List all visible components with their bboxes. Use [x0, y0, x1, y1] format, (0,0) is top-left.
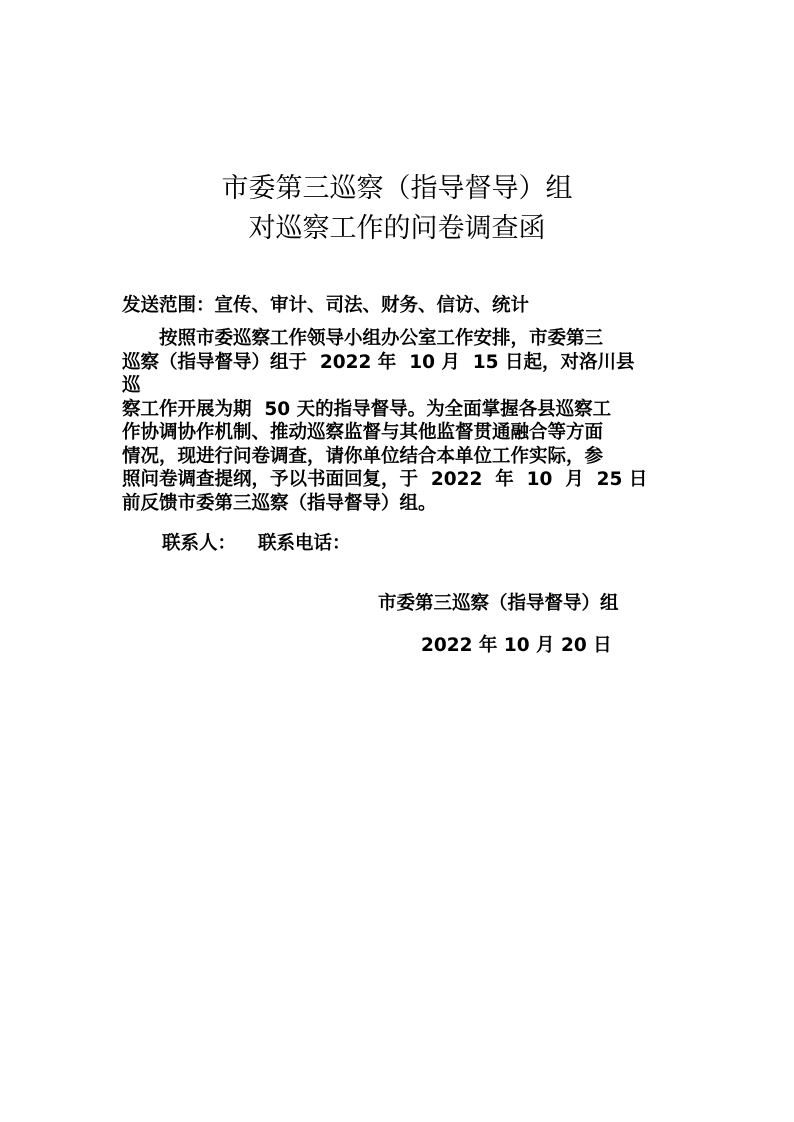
paragraph-line-text: 情况，现进行问卷调查，请你单位结合本单位工作实际，参: [122, 445, 604, 467]
paragraph-line-text: 按照市委巡察工作领导小组办公室工作安排，市委第三: [122, 328, 604, 349]
paragraph-line-2: [122, 351, 682, 375]
paragraph-line-text: 巡: [122, 375, 141, 396]
paragraph-line-text: 察工作开展为期 50 天的指导督导。为全面掌握各县巡察工: [122, 398, 612, 420]
paragraph-line-text: 照问卷调查提纲，予以书面回复，于 2022 年 10 月 25 日: [122, 469, 648, 490]
paragraph-line-5: [122, 421, 682, 445]
paragraph-line-text: 作协调协作机制、推动巡察监督与其他监督贯通融合等方面: [122, 422, 604, 443]
body-paragraph: [122, 327, 682, 515]
paragraph-line-text: 前反馈市委第三巡察（指导督导）组。: [122, 492, 437, 514]
contact-line: [162, 532, 722, 556]
paragraph-line-3: [122, 374, 682, 398]
paragraph-line-8: [122, 492, 682, 516]
paragraph-line-1: [122, 327, 673, 351]
paragraph-line-6: [122, 445, 682, 469]
paragraph-line-4: [122, 398, 682, 422]
contact-person-label: 联系人：: [162, 533, 237, 554]
send-scope: 发送范围：宣传、审计、司法、财务、信访、统计: [122, 295, 530, 316]
contact-phone-label: 联系电话：: [258, 533, 351, 554]
document-title-line1: 市委第三巡察（指导督导）组: [221, 173, 573, 204]
document-title-line2: 对巡察工作的问卷调查函: [248, 213, 546, 244]
paragraph-line-7: [122, 468, 682, 492]
paragraph-line-text: 巡察（指导督导）组于 2022 年 10 月 15 日起，对洛川县: [122, 351, 635, 373]
signature-date: 2022 年 10 月 20 日: [421, 635, 612, 656]
signature-organization: 市委第三巡察（指导督导）组: [378, 593, 619, 614]
